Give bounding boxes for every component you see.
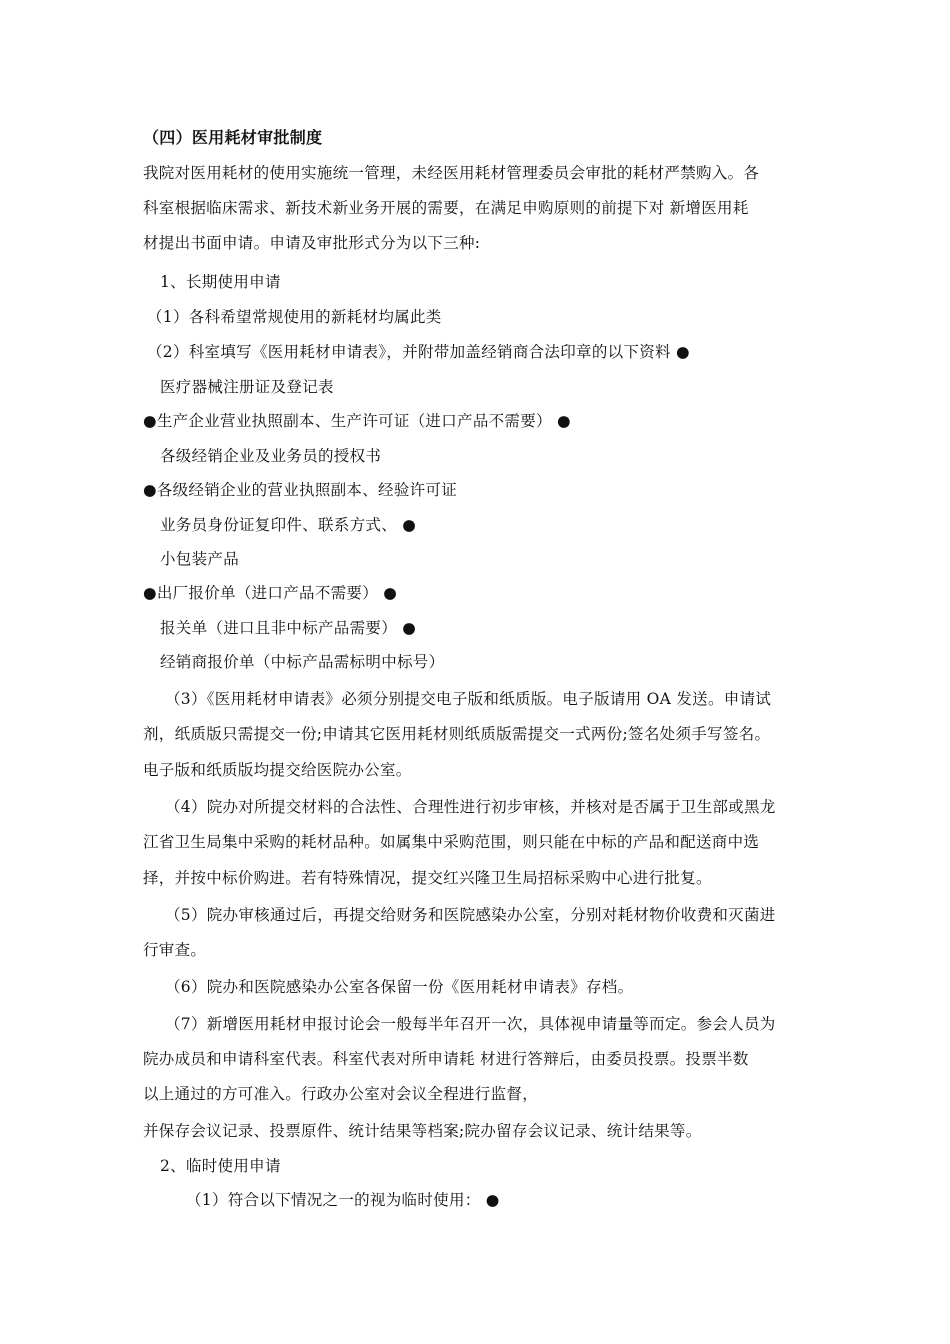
section1-item7-line-2: 院办成员和申请科室代表。科室代表对所申请耗 材进行答辩后，由委员投票。投票半数 (143, 1050, 749, 1068)
material-item: 小包装产品 (160, 550, 240, 568)
intro-line-2: 科室根据临床需求、新技术新业务开展的需要，在满足申购原则的前提下对 新增医用耗 (143, 199, 749, 217)
intro-line-3: 材提出书面申请。申请及审批形式分为以下三种: (143, 234, 481, 252)
section1-item4-line-1: （4）院办对所提交材料的合法性、合理性进行初步审核，并核对是否属于卫生部或黑龙 (165, 798, 776, 816)
material-item: ●出厂报价单（进口产品不需要） ● (143, 584, 398, 602)
section1-item5-line-1: （5）院办审核通过后，再提交给财务和医院感染办公室，分别对耗材物价收费和灭菌进 (165, 906, 776, 924)
section1-item7-line-3: 以上通过的方可准入。行政办公室对会议全程进行监督， (143, 1085, 539, 1103)
section1-item4-line-2: 江省卫生局集中采购的耗材品种。如属集中采购范围，则只能在中标的产品和配送商中选 (143, 833, 760, 851)
material-item: ●各级经销企业的营业执照副本、经验许可证 (143, 481, 458, 499)
section1-item7-line-4: 并保存会议记录、投票原件、统计结果等档案;院办留存会议记录、统计结果等。 (143, 1122, 702, 1140)
section1-item3-line-2: 剂，纸质版只需提交一份;申请其它医用耗材则纸质版需提交一式两份;签名处须手写签名。 (143, 725, 771, 743)
material-item: 业务员身份证复印件、联系方式、 ● (160, 516, 417, 534)
section1-item3-line-3: 电子版和纸质版均提交给医院办公室。 (143, 761, 412, 779)
section1-item5-line-2: 行审查。 (143, 941, 207, 959)
section1-item4-line-3: 择，并按中标价购进。若有特殊情况，提交红兴隆卫生局招标采购中心进行批复。 (143, 869, 712, 887)
intro-line-1: 我院对医用耗材的使用实施统一管理，未经医用耗材管理委员会审批的耗材严禁购入。各 (143, 164, 760, 182)
material-item: ●生产企业营业执照副本、生产许可证（进口产品不需要） ● (143, 412, 571, 430)
material-item: 经销商报价单（中标产品需标明中标号） (160, 653, 445, 671)
section1-item6: （6）院办和医院感染办公室各保留一份《医用耗材申请表》存档。 (165, 978, 634, 996)
material-item: 各级经销企业及业务员的授权书 (160, 447, 382, 465)
section1-item1: （1）各科希望常规使用的新耗材均属此类 (147, 308, 442, 326)
section1-item7-line-1: （7）新增医用耗材申报讨论会一般每半年召开一次，具体视申请量等而定。参会人员为 (165, 1015, 776, 1033)
section1-item3-line-1: （3）《医用耗材申请表》必须分别提交电子版和纸质版。电子版请用 OA 发送。申请试 (165, 690, 772, 708)
material-item: 医疗器械注册证及登记表 (160, 378, 334, 396)
section1-heading: 1、长期使用申请 (160, 273, 281, 291)
section1-item2: （2）科室填写《医用耗材申请表》，并附带加盖经销商合法印章的以下资料 ● (147, 343, 690, 361)
section2-heading: 2、临时使用申请 (160, 1157, 281, 1175)
section-title: （四）医用耗材审批制度 (143, 128, 323, 147)
material-item: 报关单（进口且非中标产品需要） ● (160, 619, 417, 637)
section2-item1: （1）符合以下情况之一的视为临时使用： ● (186, 1191, 500, 1209)
